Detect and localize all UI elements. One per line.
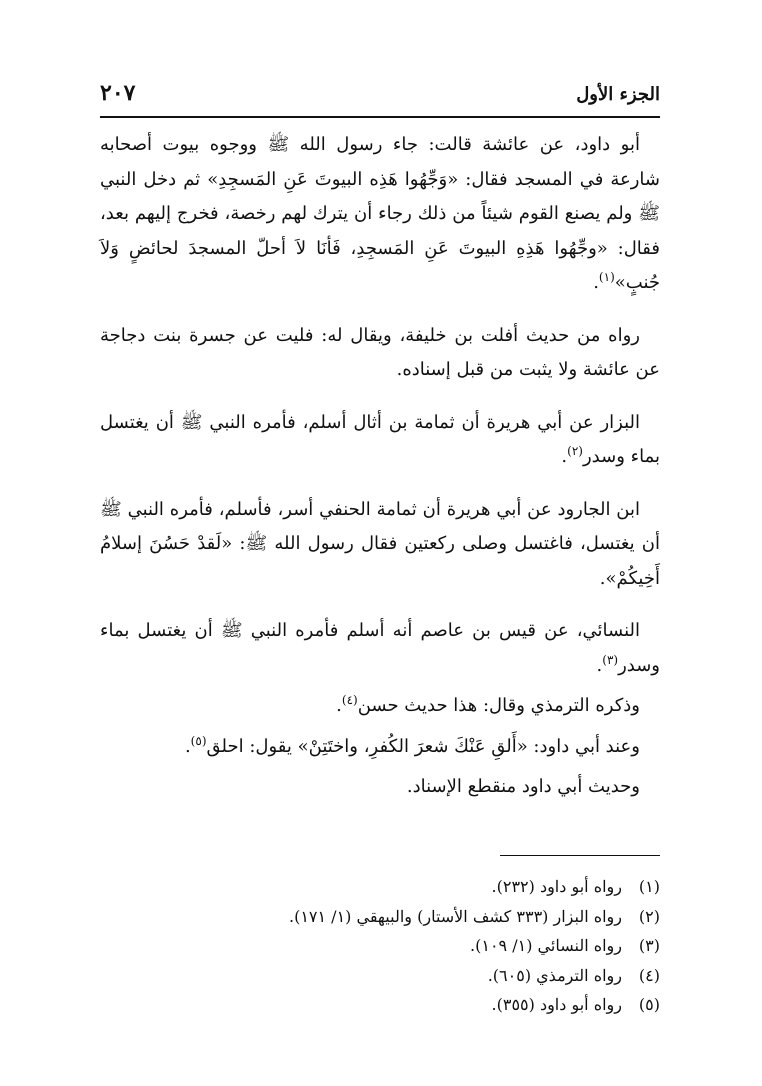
footnote-text: رواه البزار (٣٣٣ كشف الأستار) والبيهقي (١/ ١٧١). xyxy=(288,906,622,926)
paragraph-text: ابن الجارود عن أبي هريرة أن ثمامة الحنفي أسر، فأسلم، فأمره النبي ﷺ أن يغتسل، فاغتسل وصلى ركعتين فقال رسول الله ﷺ: «لَقدْ حَسُنَ إسلامُ أَخِيكُمْ». xyxy=(100,498,660,589)
paragraph-text: وذكره الترمذي وقال: هذا حديث حسن xyxy=(357,695,640,716)
footnote-number: (٥) xyxy=(638,995,660,1014)
footnote-ref: (٣) xyxy=(602,652,619,667)
paragraph: وعند أبي داود: «أَلقِ عَنْكَ شعرَ الكُفرِ، واختَتِنْ» يقول: احلق$^{(٥)}$. xyxy=(184,733,640,757)
page-header xyxy=(100,78,660,118)
paragraph-text: وحديث أبي داود منقطع الإسناد. xyxy=(406,776,640,797)
paragraph xyxy=(100,770,660,805)
footnote-item xyxy=(100,902,660,932)
footnote-item xyxy=(100,961,660,991)
footnote-ref: (٤) xyxy=(341,693,358,707)
running-head: الجزء الأول xyxy=(576,84,660,105)
page-number: ٢٠٧ xyxy=(100,80,136,106)
footnote-ref: (٥) xyxy=(190,733,207,748)
footnote-text: رواه أبو داود (٣٥٥). xyxy=(491,995,622,1014)
footnote-number: (٢) xyxy=(638,906,660,926)
main-text xyxy=(100,128,660,811)
footnote-number: (١) xyxy=(638,877,660,896)
footnote-item xyxy=(100,872,660,902)
paragraph: أبو داود، عن عائشة قالت: جاء رسول الله ﷺ ووجوه بيوت أصحابه شارعة في المسجد فقال: «وَجِّهُوا هَذِه البيوتَ عَنِ المَسجِدِ» ثم دخل النبي ﷺ ولم يصنع القوم شيئاً من ذلك رجاء أن يترك لهم رخصة، فخرج إليهم بعد، فقال: «وجِّهُوا هَذِهِ البيوتَ عَنِ المَسجِدِ، فَأنَا لاَ أحلّ المسجدَ لحائضٍ وَلاَ جُنبٍ»$^{(١)}$. xyxy=(100,134,660,293)
paragraph xyxy=(100,319,660,388)
paragraph-text: رواه من حديث أفلت بن خليفة، ويقال له: فليت عن جسرة بنت دجاجة عن عائشة ولا يثبت من قبل إسناده. xyxy=(100,324,660,380)
footnote-text: رواه النسائي (١/ ١٠٩). xyxy=(470,936,622,955)
paragraph: البزار عن أبي هريرة أن ثمامة بن أثال أسلم، فأمره النبي ﷺ أن يغتسل بماء وسدر$^{(٢)}$. xyxy=(100,411,660,467)
footnote-item xyxy=(100,931,660,961)
footnote-ref: (١) xyxy=(598,270,615,284)
paragraph-text: النسائي، عن قيس بن عاصم أنه أسلم فأمره النبي ﷺ أن يغتسل بماء وسدر xyxy=(100,620,660,676)
header-rule xyxy=(100,116,660,118)
footnote-text: رواه أبو داود (٢٣٢). xyxy=(491,877,622,896)
paragraph-text: وعند أبي داود: «أَلقِ عَنْكَ شعرَ الكُفرِ، واختَتِنْ» يقول: احلق xyxy=(206,735,640,757)
footnotes xyxy=(100,872,660,1020)
footnote-text: رواه الترمذي (٦٠٥). xyxy=(487,965,622,985)
footnote-separator xyxy=(500,855,660,856)
footnote-ref: (٢) xyxy=(567,444,583,458)
footnote-item xyxy=(100,990,660,1020)
footnote-number: (٣) xyxy=(638,936,660,955)
paragraph-text: البزار عن أبي هريرة أن ثمامة بن أثال أسلم، فأمره النبي ﷺ أن يغتسل بماء وسدر xyxy=(100,411,660,467)
paragraph: وذكره الترمذي وقال: هذا حديث حسن$^{(٤)}$. xyxy=(336,693,640,716)
paragraph xyxy=(100,493,660,597)
footnote-number: (٤) xyxy=(638,965,660,985)
paragraph: النسائي، عن قيس بن عاصم أنه أسلم فأمره النبي ﷺ أن يغتسل بماء وسدر$^{(٣)}$. xyxy=(100,620,660,676)
paragraph-text: أبو داود، عن عائشة قالت: جاء رسول الله ﷺ ووجوه بيوت أصحابه شارعة في المسجد فقال: «وَجِّهُوا هَذِه البيوتَ عَنِ المَسجِدِ» ثم دخل النبي ﷺ ولم يصنع القوم شيئاً من ذلك رجاء أن يترك لهم رخصة، فخرج إليهم بعد، فقال: «وجِّهُوا هَذِهِ البيوتَ عَنِ المَسجِدِ، فَأنَا لاَ أحلّ المسجدَ لحائضٍ وَلاَ جُنبٍ» xyxy=(100,134,660,293)
